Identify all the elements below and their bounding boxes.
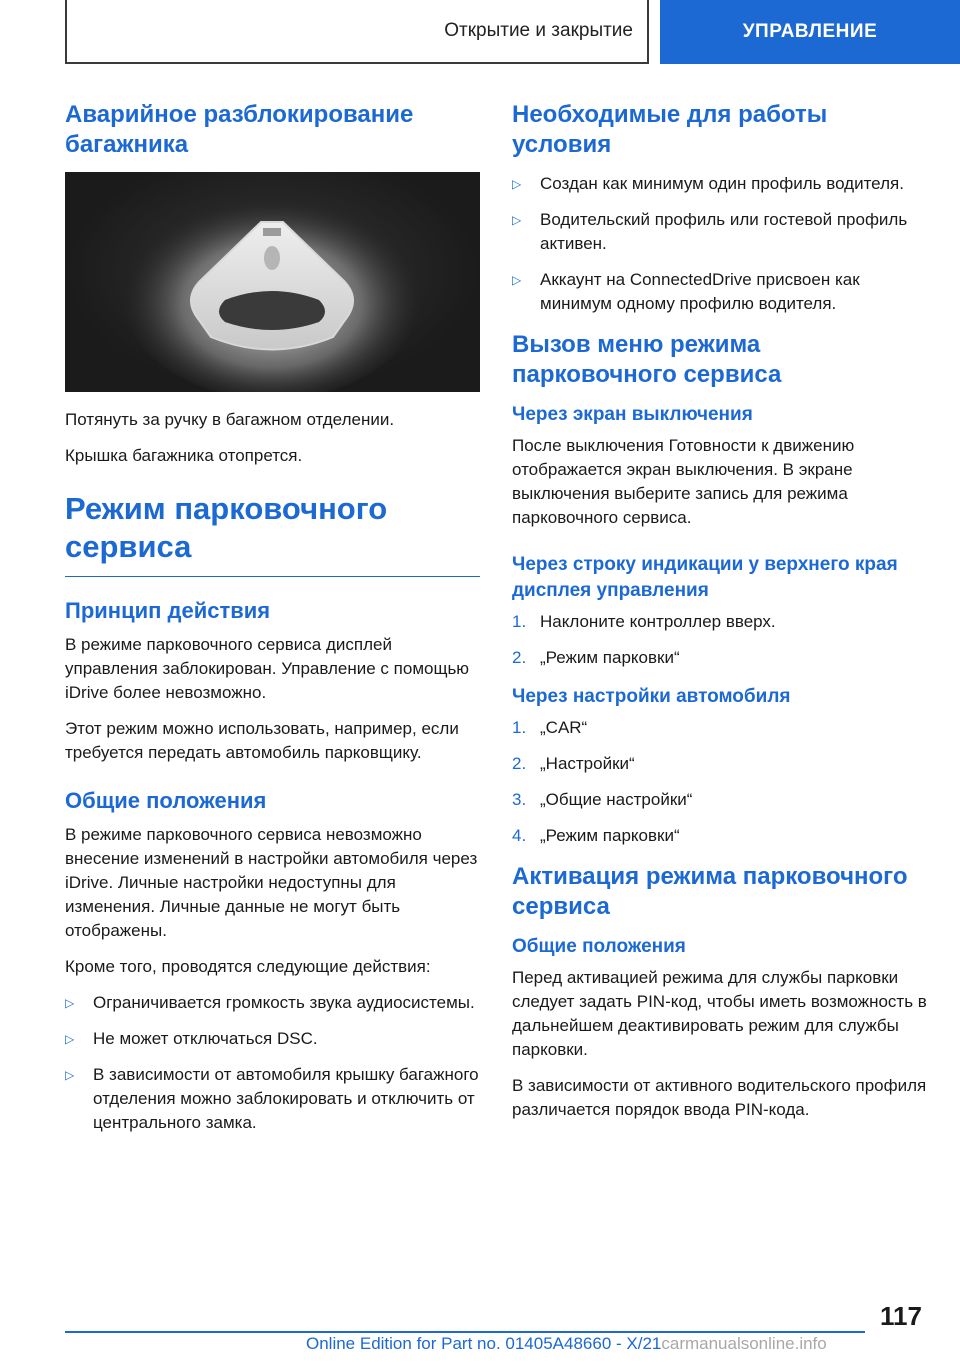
paragraph: В режиме парковочного сервиса невозможно внесение изменений в настройки автомобиля через iDrive. Личные настройки недоступны для изменения. Личные данные не могут быть отображены. <box>65 825 478 940</box>
list-item: ▷ Аккаунт на ConnectedDrive присвоен как минимум одному профилю водителя. <box>512 270 860 313</box>
heading-principle: Принцип действия <box>65 598 271 623</box>
header-chapter-tab <box>660 0 960 64</box>
list-item: ▷ Создан как минимум один профиль водителя. <box>512 172 927 196</box>
list-item: ▷ Ограничивается громкость звука аудиосистемы. <box>65 991 480 1015</box>
list-item: 2. „Режим парковки“ <box>512 648 680 667</box>
paragraph: В режиме парковочного сервиса дисплей управления заблокирован. Управление с помощью iDrive более невозможно. <box>65 635 470 702</box>
list-item: 1. Наклоните контроллер вверх. <box>512 612 776 631</box>
list-item: ▷ В зависимости от автомобиля крышку багажного отделения можно заблокировать и отключить от центрального замка. <box>65 1065 479 1132</box>
actions-list <box>65 991 480 1135</box>
list-item: 1. „CAR“ <box>512 718 588 737</box>
paragraph: Кроме того, проводятся следующие действия: <box>65 957 431 976</box>
footer-edition-text: Online Edition for Part no. 01405A48660 - X/21 <box>306 1334 662 1353</box>
paragraph: В зависимости от активного водительского профиля различается порядок ввода PIN-кода. <box>512 1076 927 1119</box>
list-item: 2. „Настройки“ <box>512 754 635 773</box>
triangle-right-icon: ▷ <box>512 273 522 287</box>
paragraph: Потянуть за ручку в багажном отделении. <box>65 410 395 429</box>
list-item: 3. „Общие настройки“ <box>512 790 693 809</box>
trunk-handle-photo <box>65 172 480 392</box>
header-section-title: Открытие и закрытие <box>444 20 633 41</box>
heading-valet-mode: Режим парковочного сервиса <box>65 490 480 577</box>
heading-activation: Активация режима парковочного сервиса <box>512 863 908 920</box>
heading-requirements: Необходимые для работы условия <box>512 101 828 158</box>
paragraph: Крышка багажника отопрется. <box>65 446 303 465</box>
triangle-right-icon: ▷ <box>512 213 522 227</box>
heading-general: Общие положения <box>512 936 686 957</box>
triangle-right-icon: ▷ <box>65 1068 75 1082</box>
heading-emergency-unlock: Аварийное разблокирование багажника <box>65 101 414 158</box>
triangle-right-icon: ▷ <box>65 1032 75 1046</box>
trunk-handle-illustration <box>65 172 480 392</box>
steps-vehicle-settings <box>512 716 927 848</box>
heading-via-off-screen: Через экран выключения <box>512 404 753 425</box>
footer-edition <box>306 1334 827 1354</box>
footer-watermark: carmanualsonline.info <box>661 1334 827 1353</box>
header-section-tab <box>65 0 649 64</box>
header-chapter-title: УПРАВЛЕНИЕ <box>742 21 878 42</box>
list-item: ▷ Водительский профиль или гостевой профиль активен. <box>512 210 908 253</box>
list-item: 4. „Режим парковки“ <box>512 826 680 845</box>
requirements-list <box>512 172 927 316</box>
paragraph: После выключения Готовности к движению отображается экран выключения. В экране выключения выберите запись для режима парковочного сервиса. <box>512 436 855 527</box>
heading-via-vehicle-settings: Через настройки автомобиля <box>512 686 791 707</box>
footer-divider <box>65 1331 865 1333</box>
triangle-right-icon: ▷ <box>65 996 75 1010</box>
heading-call-menu: Вызов меню режима парковочного сервиса <box>512 331 782 388</box>
paragraph: Этот режим можно использовать, например, если требуется передать автомобиль парковщику. <box>65 719 459 762</box>
heading-general: Общие положения <box>65 788 267 813</box>
heading-via-status-bar: Через строку индикации у верхнего края дисплея управления <box>512 554 898 601</box>
paragraph: Перед активацией режима для службы парковки следует задать PIN-код, чтобы иметь возможность в дальнейшем деактивировать режим для службы парковки. <box>512 968 927 1059</box>
triangle-right-icon: ▷ <box>512 177 522 191</box>
list-item: ▷ Не может отключаться DSC. <box>65 1027 480 1051</box>
right-column <box>512 100 927 1134</box>
steps-status-bar <box>512 610 927 670</box>
page-number: 117 <box>880 1301 922 1331</box>
left-column <box>65 100 480 1149</box>
